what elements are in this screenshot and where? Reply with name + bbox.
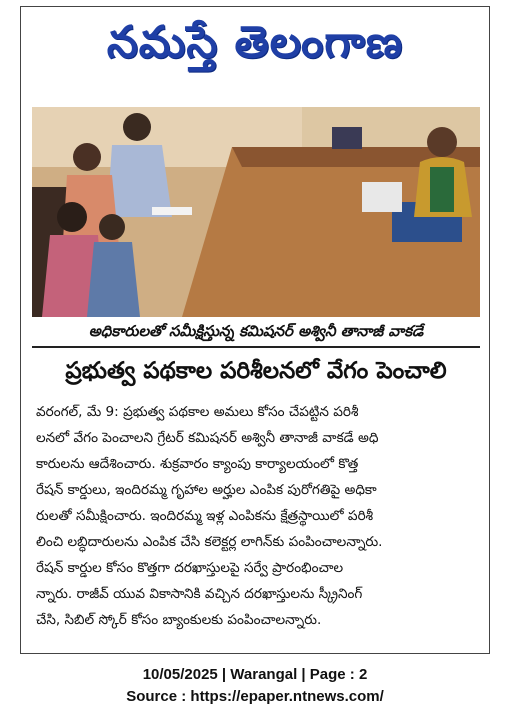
article-line: రులతో సమీక్షించారు. ఇందిరమ్మ ఇళ్ల ఎంపికను క్షేత్రస్థాయిలో పరిశీ <box>36 508 374 524</box>
photo-caption: అధికారులతో సమీక్షిస్తున్న కమిషనర్ అశ్వినీ తానాజీ వాకడే <box>32 320 480 348</box>
masthead-title: నమస్తే తెలంగాణ <box>106 17 404 68</box>
article-line: వరంగల్, మే 9: ప్రభుత్వ పథకాల అమలు కోసం చేపట్టిన పరిశీ <box>36 404 359 420</box>
article-headline: ప్రభుత్వ పథకాల పరిశీలనలో వేగం పెంచాలి <box>65 358 447 384</box>
article-line: రేషన్ కార్డుల కోసం కొత్తగా దరఖాస్తులపై సర్వే ప్రారంభించాల <box>36 560 344 576</box>
clipping-frame <box>20 6 490 654</box>
article-line: లనలో వేగం పెంచాలని గ్రేటర్ కమిషనర్ అశ్వినీ తానాజీ వాకడే అధి <box>36 430 379 446</box>
news-photo <box>32 107 480 317</box>
article-line: లించి లబ్ధిదారులను ఎంపిక చేసి కలెక్టర్ల లాగిన్‌కు పంపించాలన్నారు. <box>36 534 383 550</box>
meeting-photo-illustration <box>32 107 480 317</box>
article-line: చేసి, సిబిల్ స్కోర్ కోసం బ్యాంకులకు పంపించాలన్నారు. <box>36 612 322 628</box>
article-line: రేషన్ కార్డులు, ఇందిరమ్మ గృహాల అర్హుల ఎంపిక పురోగతిపై అధికా <box>36 482 377 498</box>
article-body <box>36 399 476 633</box>
footer-source[interactable]: Source : https://epaper.ntnews.com/ <box>126 688 384 705</box>
article-line: న్నారు. రాజీవ్ యువ వికాసానికి వచ్చిన దరఖాస్తులను స్క్రీనింగ్ <box>36 586 363 602</box>
newspaper-masthead <box>21 7 489 89</box>
article-line: కారులను ఆదేశించారు. శుక్రవారం క్యాంపు కార్యాలయంలో కొత్త <box>36 456 359 472</box>
footer-meta: 10/05/2025 | Warangal | Page : 2 <box>142 666 368 683</box>
clipping-footer <box>0 664 510 708</box>
